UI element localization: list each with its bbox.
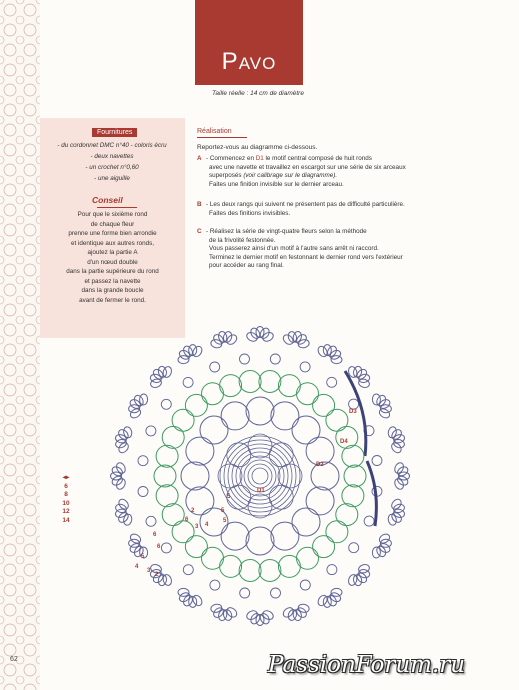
blue-arc-loop: [306, 437, 334, 465]
legend-value: 6: [64, 482, 68, 490]
conseil-line: et passez la navette: [84, 277, 141, 285]
conseil-underline: [97, 207, 137, 208]
chain-loop: [372, 456, 382, 466]
diagram-label: D4: [340, 439, 348, 445]
fournitures-list: [42, 140, 182, 184]
step-b: B - Les deux rangs qui suivent ne présentent pas de difficulté particulière. Faites des finitions invisibles.: [197, 201, 405, 217]
flower-petal: [393, 477, 405, 490]
flower-petal: [245, 609, 258, 621]
spiral-arc: [252, 468, 268, 484]
page-number: 62: [10, 656, 18, 663]
diagram-label: 3: [195, 524, 199, 530]
list-item: - du cordonnet DMC n°40 - coloris écru: [42, 140, 182, 151]
center-ring: [269, 443, 293, 467]
step-c-text: Terminez le dernier motif en festonnant le dernier rond vers l'extérieur: [209, 253, 403, 261]
realisation-underline: [197, 137, 247, 138]
center-ring: [248, 434, 272, 458]
title-banner: [195, 0, 303, 85]
step-b-text: Faites des finitions invisibles.: [209, 209, 291, 217]
flower-petal: [331, 355, 342, 364]
green-loop: [297, 547, 319, 569]
center-ring: [278, 464, 302, 488]
page-title: [195, 48, 303, 76]
blue-arc-loop: [292, 416, 320, 444]
lace-border-decoration: [0, 0, 40, 690]
step-c-text: Réalisez la série de vingt-quatre fleurs selon la méthode: [209, 228, 367, 235]
diagram-label: D1: [257, 488, 265, 494]
spiral-arc: [228, 444, 292, 508]
diagram-label: D3: [349, 409, 357, 415]
step-a: A - Commencez en D1 le motif central composé de huit ronds avec une navette et travaillez en escargot sur une série de six arceaux superposés (voir calibrage sur le diagramme). Faites une finition invisible sur le dernier arceau.: [197, 155, 406, 188]
blue-arc-loop: [181, 462, 209, 490]
step-a-text: le motif central composé de huit ronds: [263, 155, 372, 162]
blue-arc-loop: [306, 487, 334, 515]
chain-loop: [138, 487, 148, 497]
doily-diagram-svg: [95, 316, 435, 646]
chain-loop: [327, 377, 337, 387]
green-loop: [259, 560, 281, 582]
center-ring: [218, 464, 242, 488]
flower-petal: [111, 474, 125, 487]
flower-petal: [378, 407, 392, 420]
fournitures-heading: Fournitures: [92, 128, 137, 137]
blue-arc-ring: [181, 397, 339, 555]
chain-loop: [183, 565, 193, 575]
conseil-line: dans la grande boucle: [81, 287, 144, 294]
diagram-label: 6: [185, 517, 189, 523]
flower-petal: [258, 612, 271, 626]
green-loop: [278, 375, 300, 397]
flower-petal: [115, 461, 127, 474]
green-loop: [172, 521, 194, 543]
diagram-label: 6: [153, 532, 157, 538]
green-loop: [297, 383, 319, 405]
blue-arc-loop: [271, 402, 299, 430]
step-c-text: Vous passerez ainsi d'un motif à l'autre sans arrêt ni raccord.: [209, 245, 379, 253]
chain-loop: [327, 565, 337, 575]
diagram-label: 3: [147, 568, 151, 574]
green-loop: [336, 504, 358, 526]
chain-loop: [364, 516, 374, 526]
green-loop: [342, 445, 364, 467]
flower-petal: [390, 441, 403, 455]
step-c-text: de la frivolité festonnée.: [209, 236, 276, 244]
step-letter: A: [197, 155, 202, 162]
chain-loop: [210, 580, 220, 590]
title-rest: AVO: [238, 54, 277, 73]
chain-loop: [138, 456, 148, 466]
list-item: - une aiguille: [42, 173, 182, 184]
outer-flower-ring: [111, 327, 410, 626]
legend-value: 12: [62, 508, 70, 516]
step-c-text: pour accéder au rang final.: [209, 262, 284, 270]
list-item: - un crochet n°0,60: [42, 162, 182, 173]
step-letter: C: [197, 228, 202, 235]
spiral-arc: [224, 440, 296, 512]
green-loop: [202, 383, 224, 405]
flower-petal: [191, 345, 204, 359]
flower-petal: [316, 345, 329, 359]
blue-arc-loop: [200, 416, 228, 444]
conseil-line: dans la partie supérieure du rond: [66, 268, 159, 275]
flower-petal: [225, 333, 239, 346]
chain-loop: [161, 543, 171, 553]
conseil-text: [45, 210, 180, 305]
flower-petal: [249, 612, 262, 626]
flower-petal: [393, 461, 405, 474]
diagram-label: 4: [205, 522, 209, 528]
diagram-label: D2: [316, 462, 324, 468]
conseil-line: avant de fermer le rond.: [79, 296, 146, 304]
tatting-diagram: [95, 316, 435, 651]
diagram-label: 5: [223, 518, 227, 524]
chain-loop: [161, 399, 171, 409]
diagram-ref: D1: [255, 155, 264, 162]
conseil-line: de chaque fleur: [90, 220, 135, 228]
chain-loop: [240, 588, 250, 598]
flower-petal: [378, 532, 392, 545]
flower-petal: [129, 532, 143, 545]
chain-loop: [183, 377, 193, 387]
flower-petal: [258, 327, 271, 341]
step-a-text: avec une navette et travaillez en escargot sur une série de six arceaux: [209, 163, 406, 171]
chain-loop: [146, 516, 156, 526]
realisation-intro: Reportez-vous au diagramme ci-dessous.: [197, 144, 318, 151]
green-loop: [239, 560, 261, 582]
conseil-line: d'un nœud double: [87, 258, 138, 266]
title-initial: P: [221, 48, 239, 75]
flower-petal: [111, 465, 125, 478]
diagram-label: 2: [155, 572, 159, 578]
blue-arc-loop: [186, 437, 214, 465]
green-loop: [154, 465, 176, 487]
green-loop: [313, 394, 335, 416]
green-loop: [185, 394, 207, 416]
blue-arc-loop: [292, 508, 320, 536]
flower-petal: [281, 606, 295, 619]
green-loop: [156, 485, 178, 507]
legend-value: 14: [62, 516, 70, 524]
diagram-label: 5: [227, 494, 231, 500]
blue-arc-loop: [246, 397, 274, 425]
conseil-heading: Conseil: [92, 195, 123, 205]
flower-petal: [139, 394, 148, 405]
chain-loop: [210, 362, 220, 372]
green-loop: [313, 536, 335, 558]
step-letter: B: [197, 201, 202, 208]
flower-petal: [115, 477, 127, 490]
conseil-line: prenne une forme bien arrondie: [68, 230, 157, 237]
chain-loop: [349, 399, 359, 409]
center-ring: [227, 485, 251, 509]
chain-loop: [146, 426, 156, 436]
step-a-text: [197, 172, 406, 181]
center-ring: [248, 494, 272, 518]
diagram-legend: [55, 474, 77, 526]
green-loop: [172, 409, 194, 431]
green-loop: [239, 371, 261, 393]
flower-petal: [249, 327, 262, 341]
step-c: C - Réalisez la série de vingt-quatre fleurs selon la méthode de la frivolité festonnée. Vous passerez ainsi d'un motif à l'autre sans arrêt ni raccord. Terminez le dernier motif en festonnant le dernier rond vers l'extérieur pour accéder au rang final.: [197, 228, 403, 270]
flower-petal: [261, 609, 274, 621]
flower-petal: [117, 497, 130, 511]
step-a-text: Faites une finition invisible sur le dernier arceau.: [209, 180, 344, 188]
chain-loop: [240, 354, 250, 364]
conseil-line: Pour que le sixième rond: [77, 211, 148, 218]
diagram-label: 5: [221, 508, 225, 514]
realisation-heading: Réalisation: [197, 128, 232, 135]
green-loop: [185, 536, 207, 558]
step-b-text: Les deux rangs qui suivent ne présentent pas de difficulté particulière.: [209, 201, 405, 208]
blue-arc-loop: [221, 402, 249, 430]
chain-loop: [349, 543, 359, 553]
green-loop: [259, 371, 281, 393]
page-subtitle: Taille réelle : 14 cm de diamètre: [212, 90, 304, 97]
green-picot-ring: [154, 371, 366, 582]
blue-arc-loop: [221, 522, 249, 550]
diagram-label: 2: [191, 508, 195, 514]
flower-petal: [261, 331, 274, 343]
step-a-text: superposés: [209, 172, 244, 180]
center-ring: [227, 443, 251, 467]
flower-petal: [178, 588, 189, 597]
chain-loop: [270, 354, 280, 364]
center-motif: [218, 434, 302, 518]
green-loop: [326, 521, 348, 543]
chain-loop: [300, 362, 310, 372]
chain-loop: [300, 580, 310, 590]
green-loop: [202, 547, 224, 569]
flower-petal: [191, 594, 204, 608]
green-loop: [220, 375, 242, 397]
watermark: PassionForum.ru: [268, 652, 466, 678]
legend-arrow-icon: ◂▸: [62, 474, 70, 481]
green-loop: [326, 409, 348, 431]
step-a-text: Commencez en: [209, 155, 256, 162]
diagram-label: 4: [135, 564, 139, 570]
diagram-label: 5: [141, 554, 145, 560]
diagram-label: 6: [157, 544, 161, 550]
flower-petal: [245, 331, 258, 343]
green-loop: [162, 426, 184, 448]
step-a-note: (voir calibrage sur le diagramme).: [243, 172, 338, 180]
conseil-line: ajoutez la partie A: [87, 249, 138, 256]
flower-petal: [316, 594, 329, 608]
green-loop: [220, 555, 242, 577]
flower-petal: [372, 547, 381, 558]
chain-loop: [271, 588, 281, 598]
green-loop: [278, 555, 300, 577]
green-loop: [344, 465, 366, 487]
legend-value: 10: [62, 499, 70, 507]
flower-petal: [396, 465, 410, 478]
blue-arc-loop: [271, 522, 299, 550]
lace-pattern: [0, 0, 40, 690]
flower-petal: [396, 474, 410, 487]
legend-value: 8: [64, 491, 68, 499]
flower-petal: [129, 407, 143, 420]
blue-arc-loop: [246, 527, 274, 555]
center-ring: [269, 485, 293, 509]
list-item: - deux navettes: [42, 151, 182, 162]
conseil-line: et identique aux autres ronds,: [71, 239, 154, 247]
